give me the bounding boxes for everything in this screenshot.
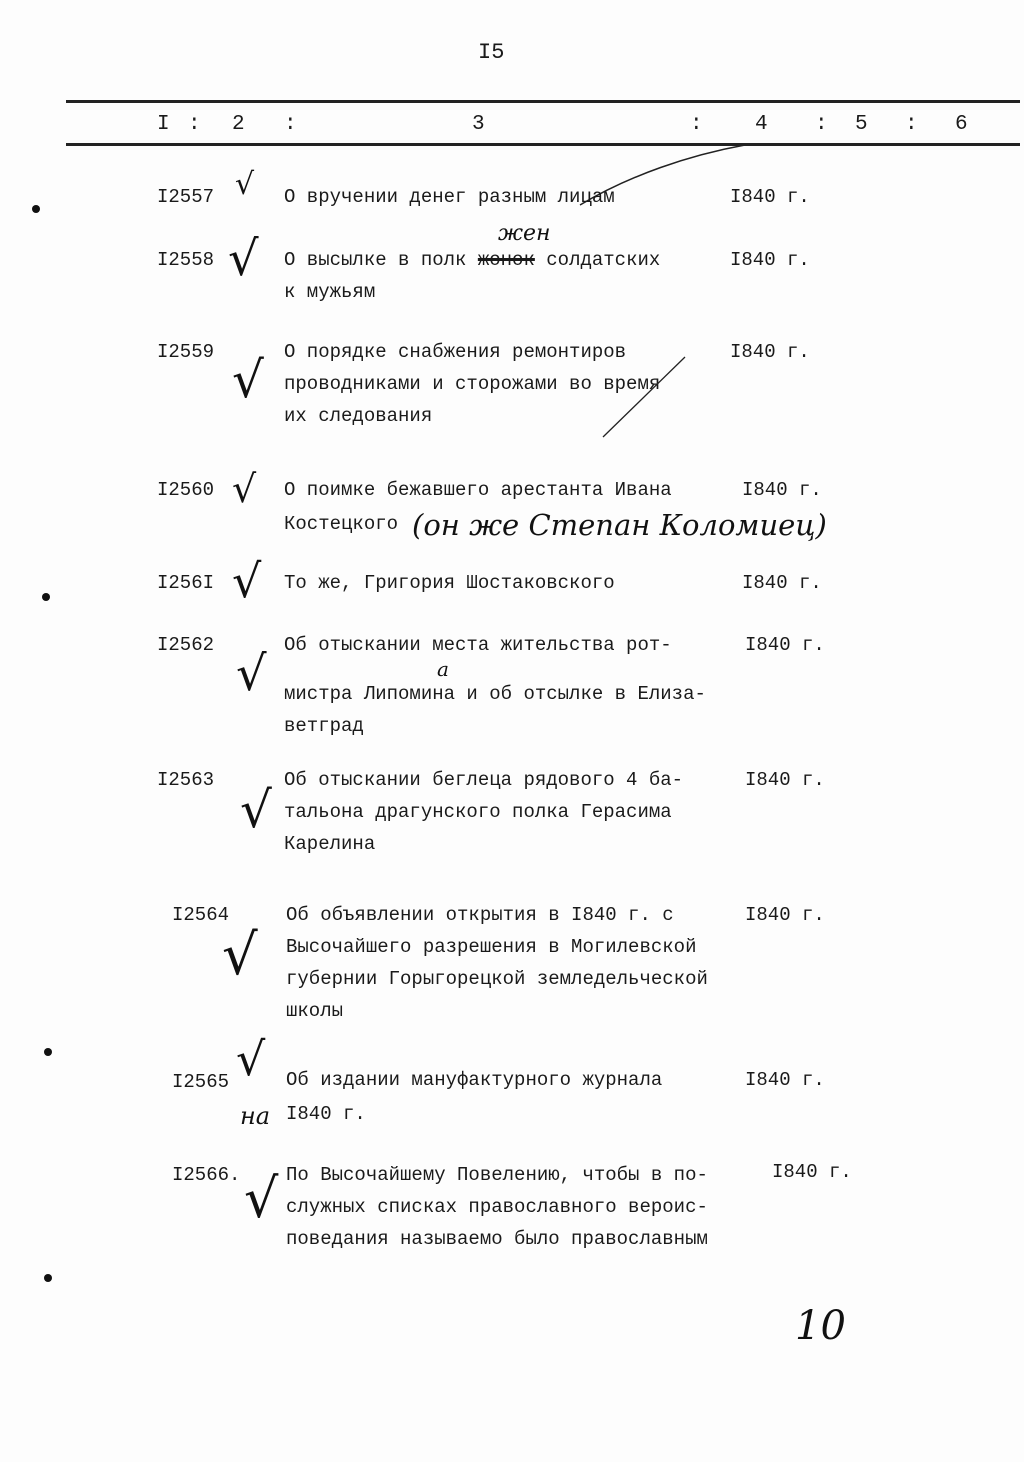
col-6: 6 (955, 113, 968, 136)
entry-number: I2565 (172, 1071, 230, 1093)
pen-stroke (595, 355, 695, 440)
entry-year: I840 г. (745, 769, 825, 791)
entry-title-line: тальона драгунского полка Герасима (284, 801, 672, 823)
entry-title-line: Об отыскании беглеца рядового 4 ба- (284, 769, 684, 791)
entry-number: I2559 (157, 341, 215, 363)
entry-title-line: губернии Горыгорецкой земледельческой (286, 968, 708, 990)
col-3: 3 (472, 113, 485, 136)
entry-year: I840 г. (742, 572, 822, 594)
checkmark-icon: √ (232, 467, 257, 511)
entry-year: I840 г. (745, 1069, 825, 1091)
col-sep: : (905, 113, 918, 136)
col-5: 5 (855, 113, 868, 136)
col-sep: : (815, 113, 828, 136)
handwritten-insert: на (240, 1102, 271, 1130)
page-number: I5 (478, 40, 505, 65)
checkmark-icon: √ (236, 646, 267, 702)
entry-number: I2566. (172, 1164, 241, 1186)
header-top-rule (66, 100, 1020, 103)
entry-title-line (284, 250, 660, 272)
col-2: 2 (232, 113, 245, 136)
handwritten-insert: жен (498, 221, 551, 246)
entry-number: I2558 (157, 249, 215, 271)
entry-title-line: Об отыскании места жительства рот- (284, 634, 672, 656)
checkmark-icon: √ (240, 781, 272, 839)
entry-title: О вручении денег разным лицам (284, 186, 615, 208)
col-sep: : (284, 113, 297, 136)
entry-title-line: служных списках православного вероис- (286, 1196, 708, 1218)
checkmark-icon: √ (228, 231, 259, 287)
col-sep: : (188, 113, 201, 136)
binding-hole-mark (42, 593, 50, 601)
entry-number: I256I (157, 572, 215, 594)
checkmark-icon: √ (236, 1032, 266, 1086)
entry-title-line: к мужьям (284, 281, 376, 303)
entry-title-line: школы (286, 1000, 344, 1022)
col-4: 4 (755, 113, 768, 136)
entry-number: I2564 (172, 904, 230, 926)
entry-title-line: О поимке бежавшего арестанта Ивана (284, 479, 672, 501)
entry-year: I840 г. (745, 634, 825, 656)
binding-hole-mark (44, 1048, 52, 1056)
struck-word: жонок (477, 249, 535, 271)
entry-title-line: Костецкого (284, 513, 399, 535)
checkmark-icon: √ (232, 554, 262, 608)
entry-title-line: Об издании мануфактурного журнала (286, 1069, 663, 1091)
header-bottom-rule (66, 143, 1020, 146)
checkmark-icon: √ (222, 923, 258, 988)
handwritten-note: (он же Степан Коломиец) (412, 508, 827, 542)
entry-title-line: По Высочайшему Повелению, чтобы в по- (286, 1164, 708, 1186)
entry-title-line: I840 г. (286, 1103, 366, 1125)
checkmark-icon: √ (232, 351, 264, 409)
entry-title-line: их следования (284, 405, 433, 427)
entry-year: I840 г. (730, 186, 810, 208)
entry-title-line: мистра Липомина и об отсылке в Елиза- (284, 683, 706, 705)
entry-title-line: То же, Григория Шостаковского (284, 572, 615, 594)
entry-title-line: Карелина (284, 833, 376, 855)
sheet-number: 10 (795, 1303, 846, 1349)
entry-title-line: Высочайшего разрешения в Могилевской (286, 936, 697, 958)
entry-year: I840 г. (772, 1161, 852, 1183)
col-1: I (157, 113, 170, 136)
entry-number: I2562 (157, 634, 215, 656)
entry-text: солдатских (534, 249, 661, 271)
entry-number: I2560 (157, 479, 215, 501)
binding-hole-mark (44, 1274, 52, 1282)
entry-year: I840 г. (730, 249, 810, 271)
entry-year: I840 г. (730, 341, 810, 363)
entry-number: I2557 (157, 186, 215, 208)
entry-title-line: ветград (284, 715, 364, 737)
entry-number: I2563 (157, 769, 215, 791)
entry-title-line: Об объявлении открытия в I840 г. с (286, 904, 674, 926)
handwritten-insert: а (437, 657, 449, 681)
checkmark-icon: √ (235, 167, 255, 202)
checkmark-icon: √ (244, 1167, 279, 1230)
entry-title-line: О порядке снабжения ремонтиров (284, 341, 627, 363)
entry-text: О высылке в полк (284, 249, 478, 271)
entry-year: I840 г. (745, 904, 825, 926)
entry-year: I840 г. (742, 479, 822, 501)
binding-hole-mark (32, 205, 40, 213)
entry-title-line: проводниками и сторожами во время (284, 373, 661, 395)
col-sep: : (690, 113, 703, 136)
entry-title-line: поведания называемо было православным (286, 1228, 708, 1250)
